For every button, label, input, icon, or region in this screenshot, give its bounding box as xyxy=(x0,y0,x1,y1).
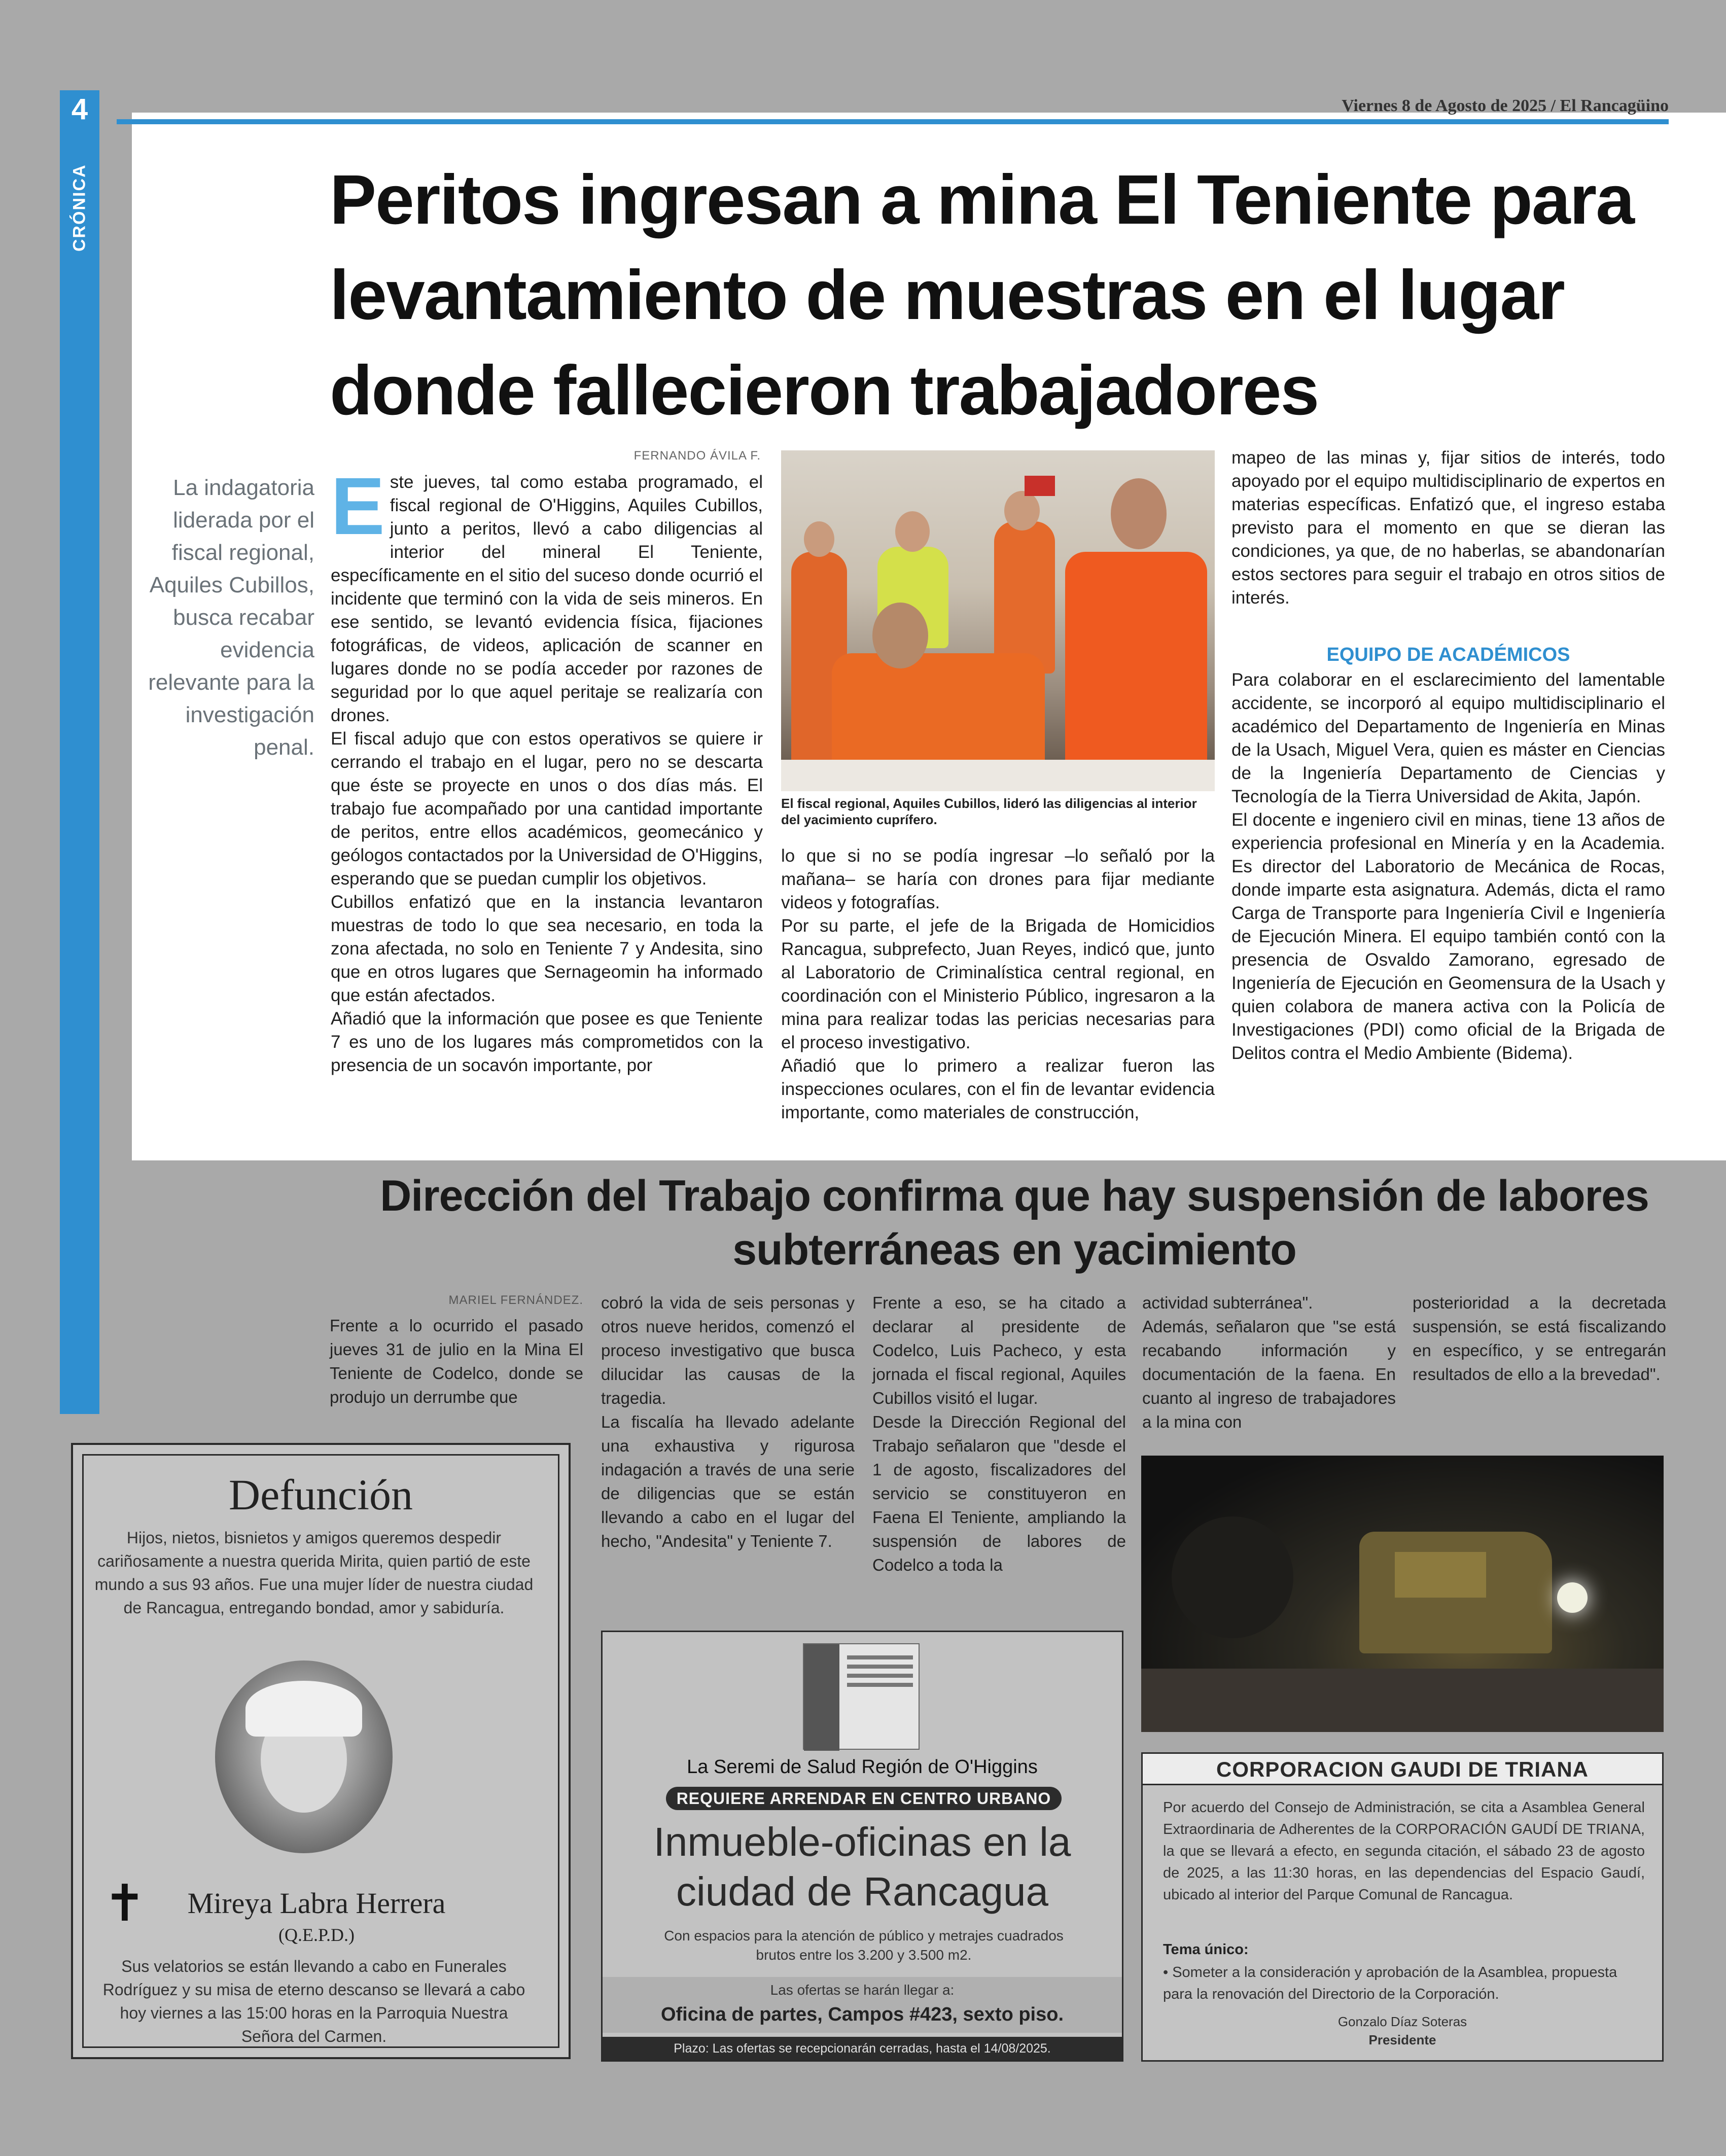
paragraph: cobró la vida de seis personas y otros nueve heridos, comenzó el proceso investigativo que busca dilucidar las causas de la tragedia. xyxy=(601,1293,855,1407)
obituary-notice xyxy=(71,1443,571,2059)
obituary-portrait xyxy=(215,1660,393,1853)
notice-title: CORPORACION GAUDI DE TRIANA xyxy=(1143,1754,1662,1785)
section-strip xyxy=(60,90,99,1414)
article-column-3b xyxy=(1231,668,1665,1065)
notice-topic-label: Tema único: xyxy=(1163,1941,1249,1958)
top-rule xyxy=(117,119,1669,124)
paragraph: ste jueves, tal como estaba programado, el fiscal regional de O'Higgins, Aquiles Cubillos, junto a peritos, llevó a cabo diligencias al interior del mineral El Teniente, específicamente en el sitio del suceso donde ocurrió el incidente que terminó con la vida de seis mineros. En ese sentido, se levantó evidencia física, fijaciones fotográficas, de videos, aplicación de scanner en lugares donde no se podía acceder por razones de seguridad por lo que aquel peritaje se realizaría con drones. xyxy=(331,472,763,725)
ad-detail: Con espacios para la atención de público y metrajes cuadrados brutos entre los 3.200 y 3.500 m2. xyxy=(664,1928,1064,1963)
paragraph: La fiscalía ha llevado adelante una exhaustiva y rigurosa indagación a través de una serie de diligencias que se están llevando a cabo en el lugar del hecho, "Andesita" y Teniente 7. xyxy=(601,1412,855,1550)
article2-column-4 xyxy=(1142,1291,1396,1434)
paragraph: Por su parte, el jefe de la Brigada de Homicidios Rancagua, subprefecto, Juan Reyes, indicó que, junto al Laboratorio de Criminalística central regional, en coordinación con el Ministerio Público, ingresaron a la mina para realizar todas las pericias necesarias para el proceso investigativo. xyxy=(781,916,1215,1052)
ad-headline: Inmueble-oficinas en la ciudad de Rancagua xyxy=(653,1819,1071,1914)
paragraph: El docente e ingeniero civil en minas, tiene 13 años de experiencia profesional en Minería y en la Academia. Es director del Laboratorio de Mecánica de Rocas, donde imparte esta asignatura. Además, dicta el ramo Carga de Transporte para Ingeniería Civil e Ingeniería de Ejecución Minera. El equipo también contó con la presencia de Osvaldo Zamorano, egresado de Ingeniería de Ejecución en Geomensura de la Usach y quien colabora de manera activa con la Policía de Investigaciones (PDI) como oficial de la Brigada de Delitos contra el Medio Ambiente (Bidema). xyxy=(1231,810,1665,1063)
paragraph: El fiscal adujo que con estos operativos se quiere ir cerrando el trabajo en el lugar, pero no se descarta que éste se proyecte en unos o dos días más. El trabajo fue acompañado por una cantidad importante de peritos, entre ellos académicos, geomecánico y geólogos contactados por la Universidad de O'Higgins, esperando que se puedan cumplir los objetivos. xyxy=(331,729,763,889)
seremi-ad xyxy=(601,1631,1123,2062)
photo-caption: El fiscal regional, Aquiles Cubillos, lideró las diligencias al interior del yacimiento cuprífero. xyxy=(781,796,1197,827)
signer-name: Gonzalo Díaz Soteras xyxy=(1337,2014,1467,2029)
dropcap: E xyxy=(331,461,385,551)
ad-deadline: Plazo: Las ofertas se recepcionarán cerradas, hasta el 14/08/2025. xyxy=(603,2037,1122,2060)
article2-column-5 xyxy=(1413,1291,1666,1386)
government-logo-icon xyxy=(803,1643,920,1750)
article-column-2 xyxy=(781,844,1215,1124)
article2-column-3 xyxy=(872,1291,1126,1577)
dateline: Viernes 8 de Agosto de 2025 / El Rancagüino xyxy=(1342,96,1669,115)
cross-icon: ✝ xyxy=(103,1874,146,1933)
obituary-title: Defunción xyxy=(229,1470,413,1519)
ad-entity: La Seremi de Salud Región de O'Higgins xyxy=(687,1756,1038,1778)
paragraph: Añadió que lo primero a realizar fueron las inspecciones oculares, con el fin de levantar evidencia importante, como materiales de construcción, xyxy=(781,1056,1215,1122)
ad-offers-place: Oficina de partes, Campos #423, sexto piso. xyxy=(660,2004,1064,2025)
section-label: CRÓNICA xyxy=(69,164,89,252)
paragraph: posterioridad a la decretada suspensión, se está fiscalizando en específico, y se entregarán resultados de ello a la brevedad". xyxy=(1413,1293,1666,1384)
paragraph: lo que si no se podía ingresar –lo señaló por la mañana– se haría con drones para fijar mediante videos y fotografías. xyxy=(781,846,1215,912)
obituary-body: Hijos, nietos, bisnietos y amigos queremos despedir cariñosamente a nuestra querida Mirita, quien partió de este mundo a sus 93 años. Fue una mujer líder de nuestra ciudad de Rancagua, entregando bondad, amor y sabiduría. xyxy=(94,1529,534,1617)
byline: FERNANDO ÁVILA F. xyxy=(633,449,761,463)
article-column-1 xyxy=(331,461,763,1077)
article-column-3 xyxy=(1231,446,1665,610)
page-number: 4 xyxy=(71,93,88,126)
notice-body: Por acuerdo del Consejo de Administración, se cita a Asamblea General Extraordinaria de Adherentes de la CORPORACIÓN GAUDÍ DE TRIANA, la que se llevará a efecto, en segunda citación, el sábado 23 de agosto de 2025, a las 11:30 horas, en las dependencias del Espacio Gaudí, ubicado al interior del Parque Comunal de Rancagua. xyxy=(1163,1799,1645,1903)
paragraph: Frente a eso, se ha citado a declarar al presidente de Codelco, Luis Pacheco, y esta jornada el fiscal regional, Aquiles Cubillos visitó el lugar. xyxy=(872,1293,1126,1407)
obituary-footer: Sus velatorios se están llevando a cabo en Funerales Rodríguez y su misa de eterno descanso se llevará a cabo hoy viernes a las 15:00 horas en la Parroquia Nuestra Señora del Carmen. xyxy=(102,1957,525,2045)
notice-signature xyxy=(1143,2012,1662,2049)
byline: MARIEL FERNÁNDEZ. xyxy=(448,1293,583,1307)
signer-role: Presidente xyxy=(1368,2032,1436,2047)
paragraph: Desde la Dirección Regional del Trabajo señalaron que "desde el 1 de agosto, fiscalizadores del servicio se constituyeron en Faena El Teniente, ampliando la suspensión de labores de Codelco a toda la xyxy=(872,1412,1126,1574)
paragraph: Cubillos enfatizó que en la instancia levantaron muestras de todo lo que sea necesario, en toda la zona afectada, no solo en Teniente 7 y Andesita, sino que en otros lugares que Sernageomin ha informado que están afectados. xyxy=(331,892,763,1005)
article-headline: Peritos ingresan a mina El Teniente para levantamiento de muestras en el lugar donde fallecieron trabajadores xyxy=(330,161,1634,430)
notice-topic-item: • Someter a la consideración y aprobación de la Asamblea, propuesta para la renovación del Directorio de la Corporación. xyxy=(1163,1964,1617,2002)
paragraph: Además, señalaron que "se está recabando información y documentación de la faena. En cuanto al ingreso de trabajadores a la mina con xyxy=(1142,1317,1396,1431)
paragraph: mapeo de las minas y, fijar sitios de interés, todo apoyado por el equipo multidisciplinario de expertos en materias específicas. Enfatizó que, el ingreso estaba previsto para el momento en que se dieran las condiciones, ya que, de no haberlas, se abandonarían estos sectores para seguir el trabajo en otros sitios de interés. xyxy=(1231,448,1665,608)
article2-column-2 xyxy=(601,1291,855,1553)
article-photo xyxy=(781,450,1215,791)
ad-requirement-badge: REQUIERE ARRENDAR EN CENTRO URBANO xyxy=(666,1787,1062,1810)
paragraph: Añadió que la información que posee es que Teniente 7 es uno de los lugares más comprometidos con la presencia de un socavón importante, por xyxy=(331,1009,763,1075)
article2-column-1: Frente a lo ocurrido el pasado jueves 31 de julio en la Mina El Teniente de Codelco, donde se produjo un derrumbe que xyxy=(330,1316,583,1406)
obituary-qepd: (Q.E.P.D.) xyxy=(278,1925,355,1945)
paragraph: Para colaborar en el esclarecimiento del lamentable accidente, se incorporó al equipo multidisciplinario el académico del Departamento de Ingeniería en Minas de la Usach, Miguel Vera, quien es máster en Ciencias de la Ingeniería Departamento de Ciencias y Tecnología de la Tierra Universidad de Akita, Japón. xyxy=(1231,670,1665,806)
deceased-name: Mireya Labra Herrera xyxy=(187,1887,446,1920)
pullquote: La indagatoria liderada por el fiscal regional, Aquiles Cubillos, busca recabar evidencia relevante para la investigación penal. xyxy=(148,475,314,760)
ad-offers-label: Las ofertas se harán llegar a: xyxy=(770,1982,955,1998)
article2-headline: Dirección del Trabajo confirma que hay suspensión de labores subterráneas en yacimiento xyxy=(380,1172,1649,1274)
mine-photo xyxy=(1141,1456,1664,1732)
paragraph: actividad subterránea". xyxy=(1142,1293,1313,1312)
corporation-notice xyxy=(1141,1752,1664,2062)
subheading: EQUIPO DE ACADÉMICOS xyxy=(1326,644,1570,665)
